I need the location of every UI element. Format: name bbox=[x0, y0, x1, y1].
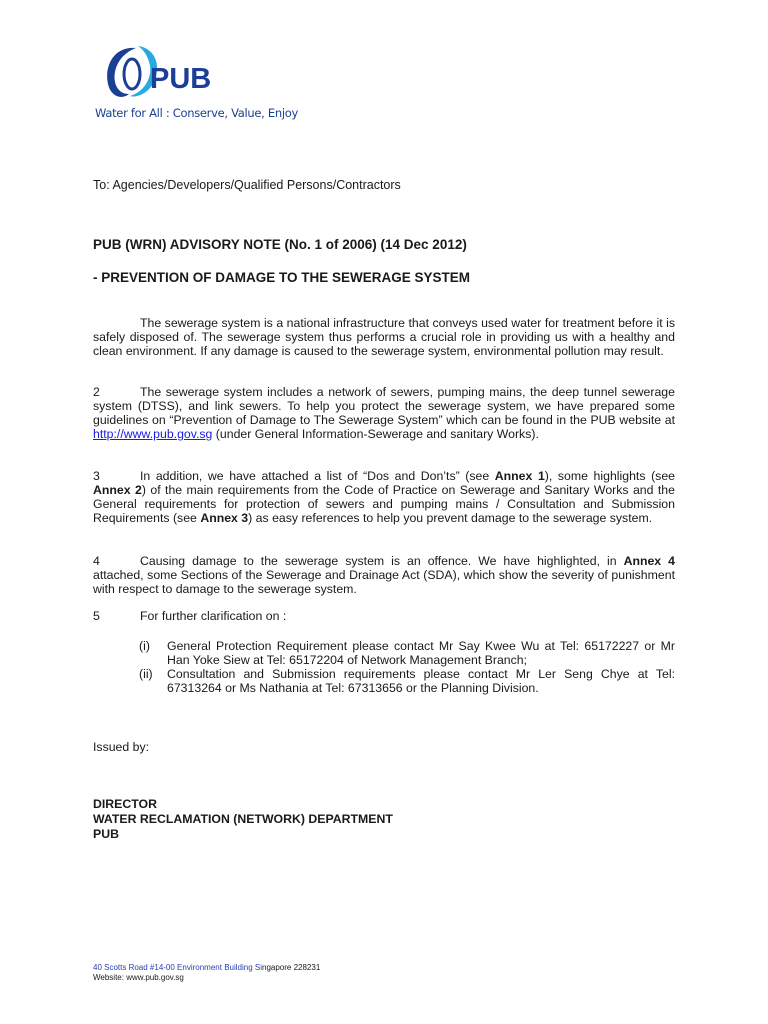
pub-website-link[interactable]: http://www.pub.gov.sg bbox=[93, 427, 213, 441]
annex-2-ref: Annex 2 bbox=[93, 483, 142, 497]
footer-website: Website: www.pub.gov.sg bbox=[93, 973, 184, 982]
paragraph-4 bbox=[93, 554, 675, 596]
contact-item-text: Consultation and Submission requirements please contact Mr Ler Seng Chye at Tel: 67313264 or Ms Nathania at Tel: 67313656 or the Planning Division. bbox=[167, 667, 675, 695]
footer-address-part: 40 Scotts Road #14-00 Environment Building Si bbox=[93, 963, 262, 972]
paragraph-3-text: ) of the main requirements from the Code of Practice on Sewerage and Sanitary Works and the General requirements for protection of sewers and pumping mains / Consultation and Submission Requirements (see bbox=[93, 483, 675, 525]
paragraph-2 bbox=[93, 385, 675, 441]
paragraph-1 bbox=[93, 316, 675, 358]
list-marker: (i) bbox=[139, 639, 150, 653]
footer bbox=[93, 963, 320, 983]
contact-item-1 bbox=[139, 639, 675, 667]
paragraph-2-text-end: (under General Information-Sewerage and sanitary Works). bbox=[212, 427, 539, 441]
paragraph-number: 2 bbox=[93, 385, 100, 399]
paragraph-number: 5 bbox=[93, 609, 100, 623]
signature-title: DIRECTOR bbox=[93, 797, 157, 811]
footer-address-part: ngapore 228231 bbox=[262, 963, 321, 972]
signature-department: WATER RECLAMATION (NETWORK) DEPARTMENT bbox=[93, 812, 393, 826]
logo-wordmark: PUB bbox=[150, 63, 212, 95]
advisory-subtitle: - PREVENTION OF DAMAGE TO THE SEWERAGE SYSTEM bbox=[93, 270, 471, 285]
advisory-title: PUB (WRN) ADVISORY NOTE (No. 1 of 2006) (14 Dec 2012) bbox=[93, 237, 467, 252]
logo-tagline: Water for All : Conserve, Value, Enjoy bbox=[95, 106, 298, 120]
addressee-line: To: Agencies/Developers/Qualified Persons/Contractors bbox=[93, 178, 401, 192]
paragraph-2-text: The sewerage system includes a network of sewers, pumping mains, the deep tunnel sewerage system (DTSS), and link sewers. To help you protect the sewerage system, we have prepared some guidelines on “Prevention of Damage to The Sewerage System” which can be found in the PUB website at bbox=[93, 385, 675, 427]
signature-block bbox=[93, 797, 393, 842]
footer-address bbox=[93, 963, 320, 973]
annex-3-ref: Annex 3 bbox=[200, 511, 249, 525]
paragraph-3-text: ) as easy references to help you prevent damage to the sewerage system. bbox=[248, 511, 653, 525]
paragraph-4-text: Causing damage to the sewerage system is an offence. We have highlighted, in bbox=[140, 554, 624, 568]
annex-1-ref: Annex 1 bbox=[494, 469, 545, 483]
issued-by-label: Issued by: bbox=[93, 740, 150, 754]
paragraph-5 bbox=[93, 609, 675, 623]
paragraph-3-text: ), some highlights (see bbox=[544, 469, 676, 483]
paragraph-number: 4 bbox=[93, 554, 100, 568]
paragraph-5-text: For further clarification on : bbox=[140, 609, 287, 623]
paragraph-3-text: In addition, we have attached a list of “Dos and Don’ts” (see bbox=[140, 469, 495, 483]
contact-item-2 bbox=[139, 667, 675, 695]
paragraph-3 bbox=[93, 469, 675, 525]
paragraph-4-text: attached, some Sections of the Sewerage and Drainage Act (SDA), which show the severity of punishment with respect to damage to the sewerage system. bbox=[93, 568, 675, 596]
list-marker: (ii) bbox=[139, 667, 153, 681]
paragraph-1-text: The sewerage system is a national infrastructure that conveys used water for treatment before it is safely disposed of. The sewerage system thus performs a crucial role in providing us with a healthy and clean environment. If any damage is caused to the sewerage system, environmental pollution may result. bbox=[93, 316, 675, 358]
signature-organization: PUB bbox=[93, 827, 119, 841]
annex-4-ref: Annex 4 bbox=[623, 554, 675, 568]
paragraph-number: 3 bbox=[93, 469, 100, 483]
contact-item-text: General Protection Requirement please contact Mr Say Kwee Wu at Tel: 65172227 or Mr Han Yoke Siew at Tel: 65172204 of Network Management Branch; bbox=[167, 639, 675, 667]
